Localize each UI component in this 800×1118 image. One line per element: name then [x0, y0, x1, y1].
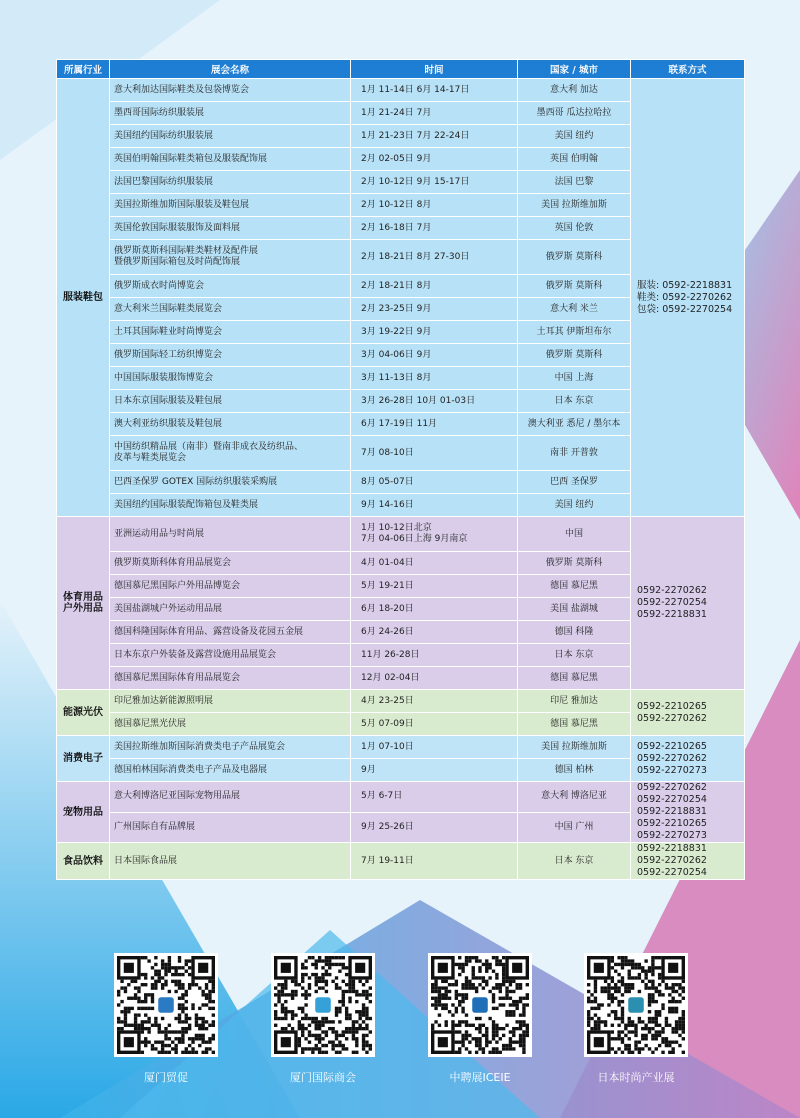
industry-category — [57, 843, 110, 880]
exhibition-time — [351, 148, 518, 171]
exhibition-time — [351, 471, 518, 494]
exhibition-location: 英国 伦敦 — [518, 217, 631, 240]
industry-category-text: 服装鞋包 — [63, 292, 103, 303]
exhibition-time-text: 1月 10-12日北京 — [361, 523, 432, 533]
contact-phone: 0592-2218831 — [637, 806, 707, 817]
contact-phone: 0592-2218831 — [637, 609, 707, 620]
exhibition-name — [110, 321, 351, 344]
exhibition-name-text: 日本东京国际服装及鞋包展 — [114, 395, 223, 406]
qr-logo-icon — [628, 997, 644, 1013]
exhibition-name-text: 意大利米兰国际鞋类展览会 — [114, 303, 223, 314]
exhibition-name — [110, 171, 351, 194]
exhibition-time — [351, 667, 518, 690]
industry-category — [57, 517, 110, 690]
exhibition-location: 巴西 圣保罗 — [518, 471, 631, 494]
industry-category-text: 户外用品 — [63, 603, 103, 614]
exhibition-time — [351, 843, 518, 880]
exhibition-location: 意大利 米兰 — [518, 298, 631, 321]
exhibition-time-text: 2月 18-21日 8月 — [361, 280, 432, 291]
exhibition-name-text: 日本东京户外装备及露营设施用品展览会 — [114, 649, 277, 660]
exhibition-name — [110, 621, 351, 644]
qr-code-label: 厦门贸促 — [144, 1071, 188, 1084]
exhibition-time-text: 3月 04-06日 9月 — [361, 349, 432, 360]
exhibition-time-text: 11月 26-28日 — [361, 649, 420, 660]
contact-phone: 0592-2210265 — [637, 740, 707, 752]
exhibition-name — [110, 275, 351, 298]
exhibition-name — [110, 517, 351, 552]
exhibition-time-text: 6月 17-19日 11月 — [361, 418, 438, 429]
exhibition-location: 意大利 加达 — [518, 79, 631, 102]
exhibition-name-text: 俄罗斯成衣时尚博览会 — [114, 280, 205, 291]
exhibition-time — [351, 494, 518, 517]
exhibition-name-text: 意大利博洛尼亚国际宠物用品展 — [114, 791, 241, 802]
industry-category — [57, 690, 110, 736]
exhibition-time — [351, 517, 518, 552]
exhibition-location: 意大利 博洛尼亚 — [518, 782, 631, 813]
exhibition-time — [351, 736, 518, 759]
exhibition-name — [110, 644, 351, 667]
exhibition-name — [110, 782, 351, 813]
exhibition-name — [110, 390, 351, 413]
exhibition-name-text: 美国拉斯维加斯国际消费类电子产品展览会 — [114, 741, 286, 752]
exhibition-time — [351, 390, 518, 413]
exhibition-name — [110, 598, 351, 621]
exhibition-location: 俄罗斯 莫斯科 — [518, 344, 631, 367]
industry-category — [57, 782, 110, 843]
contact-phone: 0592-2218831 — [637, 843, 707, 854]
exhibition-time-text: 2月 10-12日 8月 — [361, 199, 432, 210]
qr-code-image[interactable] — [271, 953, 375, 1057]
exhibition-name-text: 俄罗斯莫斯科体育用品展览会 — [114, 557, 232, 568]
qr-code-image[interactable] — [114, 953, 218, 1057]
exhibition-time-text: 9月 25-26日 — [361, 821, 414, 832]
qr-code-label: 厦门国际商会 — [290, 1071, 356, 1084]
exhibition-time — [351, 759, 518, 782]
exhibition-time — [351, 125, 518, 148]
exhibition-location: 俄罗斯 莫斯科 — [518, 552, 631, 575]
exhibition-name-text: 美国纽约国际服装配饰箱包及鞋类展 — [114, 499, 259, 510]
contact-phone: 0592-2270262 — [637, 585, 707, 596]
exhibition-location: 德国 慕尼黑 — [518, 667, 631, 690]
exhibition-time — [351, 644, 518, 667]
contact-phone: 0592-2270262 — [637, 752, 707, 764]
exhibition-name-text: 德国科隆国际体育用品、露营设备及花园五金展 — [114, 626, 304, 637]
exhibition-time-text: 1月 21-23日 7月 22-24日 — [361, 130, 470, 141]
header-industry: 所属行业 — [57, 60, 110, 79]
exhibition-name — [110, 843, 351, 880]
exhibition-time-text: 2月 16-18日 7月 — [361, 222, 432, 233]
exhibition-time — [351, 812, 518, 843]
exhibition-time-text: 9月 — [361, 764, 376, 775]
exhibition-time-text: 7月 08-10日 — [361, 447, 414, 458]
contact-phone: 鞋类: 0592-2270262 — [637, 291, 733, 303]
exhibition-name-text: 中国纺织精品展（南非）暨南非成衣及纺织品、 — [114, 442, 304, 452]
exhibition-time-text: 6月 18-20日 — [361, 603, 414, 614]
exhibition-name — [110, 79, 351, 102]
industry-category-text: 宠物用品 — [63, 806, 103, 818]
exhibition-time-text: 4月 01-04日 — [361, 557, 414, 568]
exhibition-time — [351, 575, 518, 598]
exhibition-name-text: 墨西哥国际纺织服装展 — [114, 107, 205, 118]
exhibition-time — [351, 690, 518, 713]
exhibition-name-text: 土耳其国际鞋业时尚博览会 — [114, 326, 223, 337]
header-time: 时间 — [351, 60, 518, 79]
exhibition-time-text: 4月 23-25日 — [361, 695, 414, 706]
qr-code-item[interactable] — [271, 953, 375, 1085]
exhibition-name-text: 日本国际食品展 — [114, 855, 178, 866]
exhibition-location: 美国 盐湖城 — [518, 598, 631, 621]
exhibition-location: 德国 科隆 — [518, 621, 631, 644]
exhibition-time-text: 2月 23-25日 9月 — [361, 303, 432, 314]
contact-phone: 0592-2210265 — [637, 700, 707, 712]
contact-info — [631, 517, 745, 690]
exhibition-time-text: 7月 19-11日 — [361, 855, 414, 866]
exhibition-table-container — [56, 59, 744, 880]
contact-info — [631, 690, 745, 736]
exhibition-location: 日本 东京 — [518, 843, 631, 880]
exhibition-location: 俄罗斯 莫斯科 — [518, 275, 631, 298]
industry-category-text: 体育用品 — [63, 592, 103, 603]
qr-logo-icon — [158, 997, 174, 1013]
exhibition-name — [110, 148, 351, 171]
table-row — [57, 736, 745, 759]
exhibition-name — [110, 298, 351, 321]
header-exhibition-name: 展会名称 — [110, 60, 351, 79]
exhibition-name-text: 德国柏林国际消费类电子产品及电器展 — [114, 764, 268, 775]
exhibition-time — [351, 621, 518, 644]
exhibition-time — [351, 344, 518, 367]
exhibition-name — [110, 759, 351, 782]
qr-code-section — [0, 953, 800, 1083]
contact-phone: 0592-2270254 — [637, 794, 707, 805]
qr-code-item[interactable] — [584, 953, 688, 1085]
exhibition-name — [110, 471, 351, 494]
exhibition-location: 德国 慕尼黑 — [518, 575, 631, 598]
exhibition-location: 美国 拉斯维加斯 — [518, 194, 631, 217]
exhibition-name-text: 美国拉斯维加斯国际服装及鞋包展 — [114, 199, 250, 210]
contact-phone: 包袋: 0592-2270254 — [637, 303, 733, 315]
qr-code-image[interactable] — [428, 953, 532, 1057]
exhibition-name-text: 印尼雅加达新能源照明展 — [114, 695, 214, 706]
exhibition-name-text: 英国伦敦国际服装服饰及面料展 — [114, 222, 241, 233]
exhibition-time — [351, 321, 518, 344]
exhibition-time-text: 1月 07-10日 — [361, 741, 414, 752]
exhibition-time — [351, 367, 518, 390]
exhibition-table — [56, 59, 745, 880]
exhibition-name-text: 广州国际自有品牌展 — [114, 821, 196, 832]
contact-phone: 0592-2270262 — [637, 712, 707, 724]
exhibition-name — [110, 367, 351, 390]
table-header-row — [57, 60, 745, 79]
exhibition-time-text: 2月 02-05日 9月 — [361, 153, 432, 164]
exhibition-location: 日本 东京 — [518, 644, 631, 667]
exhibition-name-text: 法国巴黎国际纺织服装展 — [114, 176, 214, 187]
qr-code-label: 日本时尚产业展 — [597, 1071, 675, 1084]
exhibition-time-text: 1月 11-14日 6月 14-17日 — [361, 84, 470, 95]
table-row — [57, 782, 745, 813]
exhibition-name — [110, 217, 351, 240]
exhibition-name — [110, 667, 351, 690]
exhibition-time-text: 3月 26-28日 10月 01-03日 — [361, 395, 476, 406]
exhibition-name — [110, 494, 351, 517]
industry-category — [57, 736, 110, 782]
exhibition-time-text: 6月 24-26日 — [361, 626, 414, 637]
contact-phone: 0592-2270254 — [637, 597, 707, 608]
industry-category-text: 消费电子 — [63, 753, 103, 764]
exhibition-time-text: 2月 18-21日 8月 27-30日 — [361, 251, 470, 262]
contact-info — [631, 782, 745, 843]
exhibition-name-text: 俄罗斯莫斯科国际鞋类鞋材及配件展 — [114, 246, 259, 256]
contact-phone: 0592-2270273 — [637, 830, 707, 841]
exhibition-time-text: 3月 19-22日 9月 — [361, 326, 432, 337]
exhibition-location: 美国 纽约 — [518, 125, 631, 148]
exhibition-location: 中国 上海 — [518, 367, 631, 390]
exhibition-location: 墨西哥 瓜达拉哈拉 — [518, 102, 631, 125]
industry-category-text: 能源光伏 — [63, 707, 103, 718]
contact-phone: 0592-2270273 — [637, 764, 707, 776]
exhibition-time-text: 9月 14-16日 — [361, 499, 414, 510]
exhibition-name-text: 美国盐湖城户外运动用品展 — [114, 603, 223, 614]
industry-category — [57, 79, 110, 517]
exhibition-name-text: 澳大利亚纺织服装及鞋包展 — [114, 418, 223, 429]
qr-code-label: 中聘展ICEIE — [449, 1071, 511, 1084]
exhibition-name — [110, 125, 351, 148]
exhibition-name — [110, 690, 351, 713]
exhibition-location: 美国 纽约 — [518, 494, 631, 517]
exhibition-location: 印尼 雅加达 — [518, 690, 631, 713]
exhibition-name-text: 意大利加达国际鞋类及包袋博览会 — [114, 84, 250, 95]
contact-info — [631, 843, 745, 880]
exhibition-time — [351, 240, 518, 275]
exhibition-time — [351, 598, 518, 621]
exhibition-time — [351, 713, 518, 736]
exhibition-time — [351, 298, 518, 321]
table-row — [57, 843, 745, 880]
qr-code-image[interactable] — [584, 953, 688, 1057]
exhibition-time-text: 12月 02-04日 — [361, 672, 420, 683]
exhibition-time-text: 5月 6-7日 — [361, 791, 403, 802]
contact-info — [631, 736, 745, 782]
qr-code-item[interactable] — [428, 953, 532, 1085]
contact-phone: 0592-2270254 — [637, 867, 707, 878]
exhibition-name-text: 巴西圣保罗 GOTEX 国际纺织服装采购展 — [114, 476, 278, 487]
exhibition-time — [351, 436, 518, 471]
qr-logo-icon — [472, 997, 488, 1013]
exhibition-time — [351, 782, 518, 813]
table-row — [57, 690, 745, 713]
qr-code-pattern — [117, 956, 215, 1054]
qr-logo-icon — [315, 997, 331, 1013]
table-body — [57, 79, 745, 880]
table-row — [57, 517, 745, 552]
exhibition-time — [351, 79, 518, 102]
exhibition-location: 澳大利亚 悉尼 / 墨尔本 — [518, 413, 631, 436]
contact-phone: 服装: 0592-2218831 — [637, 279, 733, 291]
exhibition-time — [351, 217, 518, 240]
exhibition-location: 英国 伯明翰 — [518, 148, 631, 171]
exhibition-time — [351, 171, 518, 194]
exhibition-name-text: 中国国际服装服饰博览会 — [114, 372, 214, 383]
exhibition-time-text: 7月 04-06日上海 9月南京 — [361, 534, 468, 544]
exhibition-name-text: 德国慕尼黑国际体育用品展览会 — [114, 672, 241, 683]
exhibition-name — [110, 240, 351, 275]
exhibition-name — [110, 812, 351, 843]
table-row — [57, 79, 745, 102]
exhibition-name — [110, 713, 351, 736]
exhibition-location: 法国 巴黎 — [518, 171, 631, 194]
qr-code-pattern — [431, 956, 529, 1054]
exhibition-location: 南非 开普敦 — [518, 436, 631, 471]
industry-category-text: 食品饮料 — [63, 855, 103, 867]
contact-info — [631, 79, 745, 517]
exhibition-name — [110, 552, 351, 575]
exhibition-name-text: 美国纽约国际纺织服装展 — [114, 130, 214, 141]
qr-code-pattern — [274, 956, 372, 1054]
exhibition-location: 中国 — [518, 517, 631, 552]
exhibition-location: 德国 柏林 — [518, 759, 631, 782]
exhibition-time-text: 8月 05-07日 — [361, 476, 414, 487]
exhibition-name-text: 德国慕尼黑光伏展 — [114, 718, 187, 729]
exhibition-time — [351, 102, 518, 125]
exhibition-time-text: 5月 19-21日 — [361, 580, 414, 591]
exhibition-time-text: 5月 07-09日 — [361, 718, 414, 729]
exhibition-time — [351, 413, 518, 436]
exhibition-name-text: 英国伯明翰国际鞋类箱包及服装配饰展 — [114, 153, 268, 164]
exhibition-location: 土耳其 伊斯坦布尔 — [518, 321, 631, 344]
exhibition-time — [351, 275, 518, 298]
exhibition-name — [110, 436, 351, 471]
exhibition-location: 俄罗斯 莫斯科 — [518, 240, 631, 275]
contact-phone: 0592-2210265 — [637, 818, 707, 829]
exhibition-location: 日本 东京 — [518, 390, 631, 413]
exhibition-time — [351, 194, 518, 217]
exhibition-time — [351, 552, 518, 575]
contact-phone: 0592-2270262 — [637, 855, 707, 866]
exhibition-name-text: 皮革与鞋类展览会 — [114, 453, 187, 463]
exhibition-location: 中国 广州 — [518, 812, 631, 843]
exhibition-name-text: 暨俄罗斯国际箱包及时尚配饰展 — [114, 257, 241, 267]
exhibition-time-text: 3月 11-13日 8月 — [361, 372, 432, 383]
header-country-city: 国家 / 城市 — [518, 60, 631, 79]
exhibition-name-text: 亚洲运动用品与时尚展 — [114, 528, 205, 539]
exhibition-name — [110, 194, 351, 217]
exhibition-time-text: 1月 21-24日 7月 — [361, 107, 432, 118]
qr-code-item[interactable] — [114, 953, 218, 1085]
exhibition-name-text: 俄罗斯国际轻工纺织博览会 — [114, 349, 223, 360]
exhibition-name — [110, 736, 351, 759]
exhibition-name — [110, 575, 351, 598]
exhibition-location: 德国 慕尼黑 — [518, 713, 631, 736]
exhibition-name — [110, 102, 351, 125]
exhibition-location: 美国 拉斯维加斯 — [518, 736, 631, 759]
contact-phone: 0592-2270262 — [637, 782, 707, 793]
qr-code-pattern — [587, 956, 685, 1054]
exhibition-name-text: 德国慕尼黑国际户外用品博览会 — [114, 580, 241, 591]
exhibition-name — [110, 344, 351, 367]
exhibition-time-text: 2月 10-12日 9月 15-17日 — [361, 176, 470, 187]
header-contact: 联系方式 — [631, 60, 745, 79]
exhibition-name — [110, 413, 351, 436]
